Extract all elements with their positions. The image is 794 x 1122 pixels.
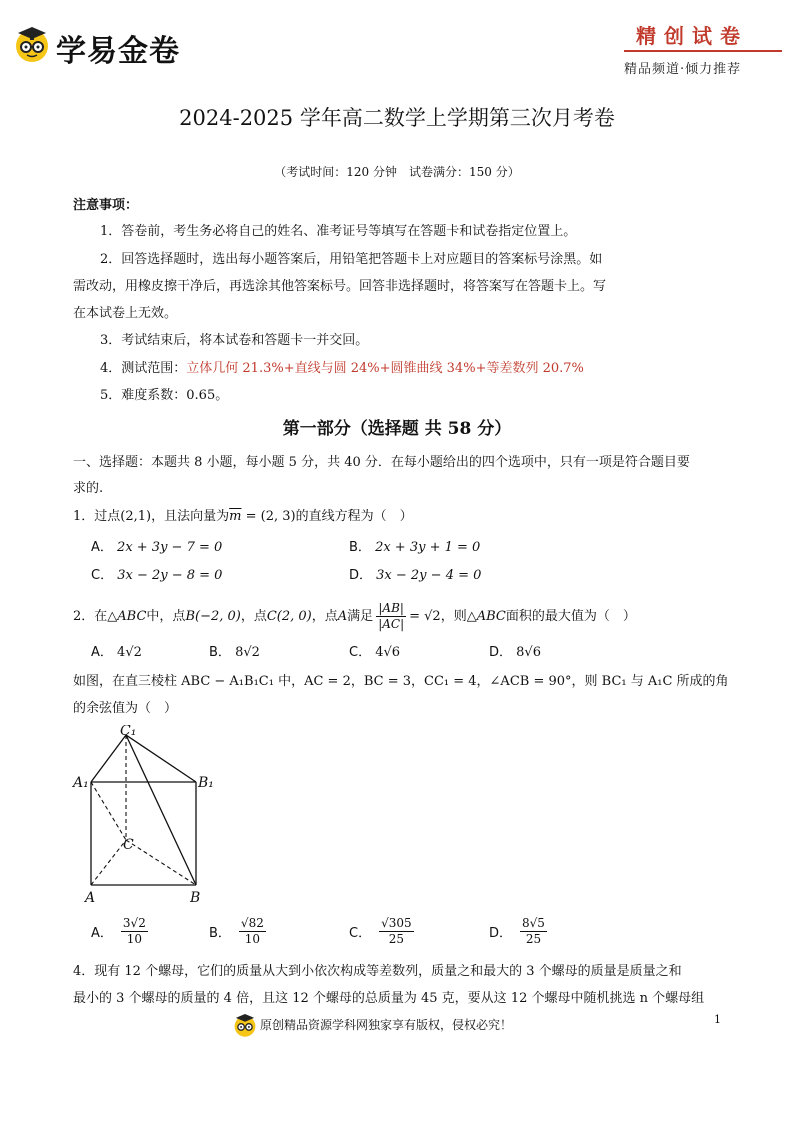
label-b: B — [190, 890, 201, 906]
q2-text-6: ，则△ — [440, 608, 477, 624]
q3-option-d[interactable] — [489, 916, 547, 947]
question-4-line-1: 4．现有 12 个螺母，它们的质量从大到小依次构成等差数列，质量之和最大的 3 个螺母的质量是质量之和 — [73, 964, 682, 979]
page-number: 1 — [714, 1013, 721, 1026]
option-fraction — [239, 916, 266, 947]
notice-item-3: 3．考试结束后，将本试卷和答题卡一并交回。 — [100, 333, 369, 348]
edge-a1-c1 — [91, 735, 126, 782]
q2-point-c: C(2, 0) — [266, 608, 312, 624]
edge-a-c — [91, 840, 126, 885]
option-label: A． — [91, 540, 113, 555]
notice-item-1: 1．答卷前，考生务必将自己的姓名、准考证号等填写在答题卡和试卷指定位置上。 — [100, 224, 577, 239]
q2-option-a[interactable] — [91, 641, 142, 660]
q2-text-2: 中，点 — [146, 608, 186, 624]
q1-option-d[interactable] — [349, 564, 481, 583]
q1-text-2: ，且法向量为 — [151, 509, 230, 524]
test-scope: 立体几何 21.3%+直线与圆 24%+圆锥曲线 34%+等差数列 20.7% — [186, 361, 584, 376]
question-number: 1． — [73, 509, 95, 524]
q2-point-a: A — [337, 608, 348, 624]
question-4-line-2: 最小的 3 个螺母的质量的 4 倍，且这 12 个螺母的总质量为 45 克，要从这 12 个螺母中随机挑选 n 个螺母组 — [73, 991, 705, 1006]
fraction-numerator: 3√2 — [122, 916, 146, 930]
fraction-numerator: √82 — [240, 916, 264, 930]
brand-title: 精创试卷 — [636, 24, 748, 48]
prism-figure — [70, 725, 230, 910]
q2-ratio: = √2 — [409, 608, 441, 624]
question-3-line-2: 的余弦值为（ ） — [73, 701, 178, 716]
question-3-line-1: 如图，在直三棱柱 ABC − A₁B₁C₁ 中，AC = 2，BC = 3，CC₁ = 4，∠ACB = 90°，则 BC₁ 与 A₁C 所成的角 — [73, 674, 729, 689]
option-text: 3x − 2y − 4 = 0 — [376, 568, 482, 583]
q2-option-d[interactable] — [489, 641, 541, 660]
q1-option-c[interactable] — [91, 564, 222, 583]
notice-item-2-line-2: 需改动，用橡皮擦干净后，再选涂其他答案标号。回答非选择题时，将答案写在答题卡上。写 — [73, 279, 607, 294]
option-text: 3x − 2y − 8 = 0 — [117, 568, 223, 583]
option-label: B． — [209, 926, 231, 941]
q3-option-c[interactable] — [349, 916, 414, 947]
label-a: A — [85, 890, 96, 906]
q2-triangle-2: ABC — [476, 608, 506, 624]
fraction-numerator: 8√5 — [522, 916, 545, 930]
question-1 — [73, 507, 413, 527]
option-label: D． — [489, 645, 513, 660]
logo-text: 学易金卷 — [56, 34, 180, 69]
logo-icon — [12, 24, 52, 64]
label-c: C — [123, 837, 134, 853]
q2-text-5: 满足 — [347, 608, 374, 624]
option-label: B． — [209, 645, 231, 660]
option-text: 2x + 3y − 7 = 0 — [117, 540, 223, 555]
option-label: D． — [349, 568, 373, 583]
q2-text-1: 在△ — [94, 608, 118, 624]
option-text: 8√2 — [235, 645, 260, 660]
brand-subtitle: 精品频道·倾力推荐 — [624, 62, 742, 77]
q1-vector-value: = (2, 3) — [241, 509, 296, 524]
q2-text-4: ，点 — [311, 608, 338, 624]
fraction-denominator: 25 — [525, 932, 542, 946]
option-label: D． — [489, 926, 513, 941]
q1-point: (2,1) — [120, 509, 152, 524]
q2-text-3: ，点 — [240, 608, 267, 624]
section-intro-line-2: 求的. — [73, 481, 104, 496]
label-b1: B₁ — [198, 775, 214, 791]
q2-text-7: 面积的最大值为（ ） — [505, 608, 636, 624]
notice-item-2-line-1: 2．回答选择题时，选出每小题答案后，用铅笔把答题卡上对应题目的答案标号涂黑。如 — [100, 252, 603, 267]
footer-copyright: 原创精品资源学科网独家享有版权，侵权必究！ — [260, 1018, 513, 1032]
q2-option-b[interactable] — [209, 641, 260, 660]
notice-item-4-prefix: 4．测试范围： — [100, 361, 187, 376]
q1-option-b[interactable] — [349, 536, 480, 555]
option-label: A． — [91, 645, 113, 660]
fraction-denominator: 10 — [244, 932, 261, 946]
q2-option-c[interactable] — [349, 641, 400, 660]
option-text: 4√6 — [375, 645, 401, 660]
footer-logo-icon — [232, 1012, 258, 1038]
notice-item-2-line-3: 在本试卷上无效。 — [73, 306, 178, 321]
segment-a1-c — [91, 782, 126, 840]
label-a1: A₁ — [73, 775, 89, 791]
option-text: 2x + 3y + 1 = 0 — [375, 540, 481, 555]
fraction-numerator: |AB| — [378, 601, 404, 615]
fraction-denominator: |AC| — [378, 617, 405, 631]
option-label: C． — [349, 645, 372, 660]
fraction-denominator: 10 — [126, 932, 142, 946]
q3-option-b[interactable] — [209, 916, 266, 947]
option-fraction — [520, 916, 547, 947]
option-label: A． — [91, 926, 113, 941]
q2-point-b: B(−2, 0) — [185, 608, 241, 624]
label-c1: C₁ — [120, 725, 137, 739]
q1-option-a[interactable] — [91, 536, 222, 555]
fraction-denominator: 25 — [388, 932, 404, 946]
exam-info: （考试时间：120 分钟 试卷满分：150 分） — [274, 165, 520, 179]
option-fraction — [379, 916, 414, 947]
notice-heading: 注意事项： — [73, 198, 139, 213]
q1-text-1: 过点 — [94, 509, 121, 524]
question-2 — [73, 601, 636, 632]
q3-option-a[interactable] — [91, 916, 148, 947]
option-text: 4√2 — [117, 645, 142, 660]
option-text: 8√6 — [516, 645, 541, 660]
option-fraction — [121, 916, 148, 947]
exam-title: 2024-2025 学年高二数学上学期第三次月考卷 — [179, 106, 615, 130]
option-label: B． — [349, 540, 371, 555]
option-label: C． — [349, 926, 372, 941]
question-number: 2． — [73, 608, 95, 624]
q1-vector: $\overline{m}$ — [229, 509, 242, 524]
segment-c1-b — [126, 735, 196, 885]
q2-triangle: ABC — [117, 608, 147, 624]
q2-fraction — [376, 601, 406, 632]
notice-item-4 — [100, 359, 584, 379]
section-title: 第一部分（选择题 共 58 分） — [282, 419, 512, 439]
notice-item-5: 5．难度系数：0.65。 — [100, 388, 229, 403]
section-intro-line-1: 一、选择题：本题共 8 小题，每小题 5 分，共 40 分．在每小题给出的四个选项中，只有一项是符合题目要 — [73, 455, 690, 470]
option-label: C． — [91, 568, 114, 583]
brand-divider — [624, 50, 782, 52]
q1-text-3: 的直线方程为（ ） — [295, 509, 413, 524]
fraction-numerator: √305 — [381, 916, 412, 930]
